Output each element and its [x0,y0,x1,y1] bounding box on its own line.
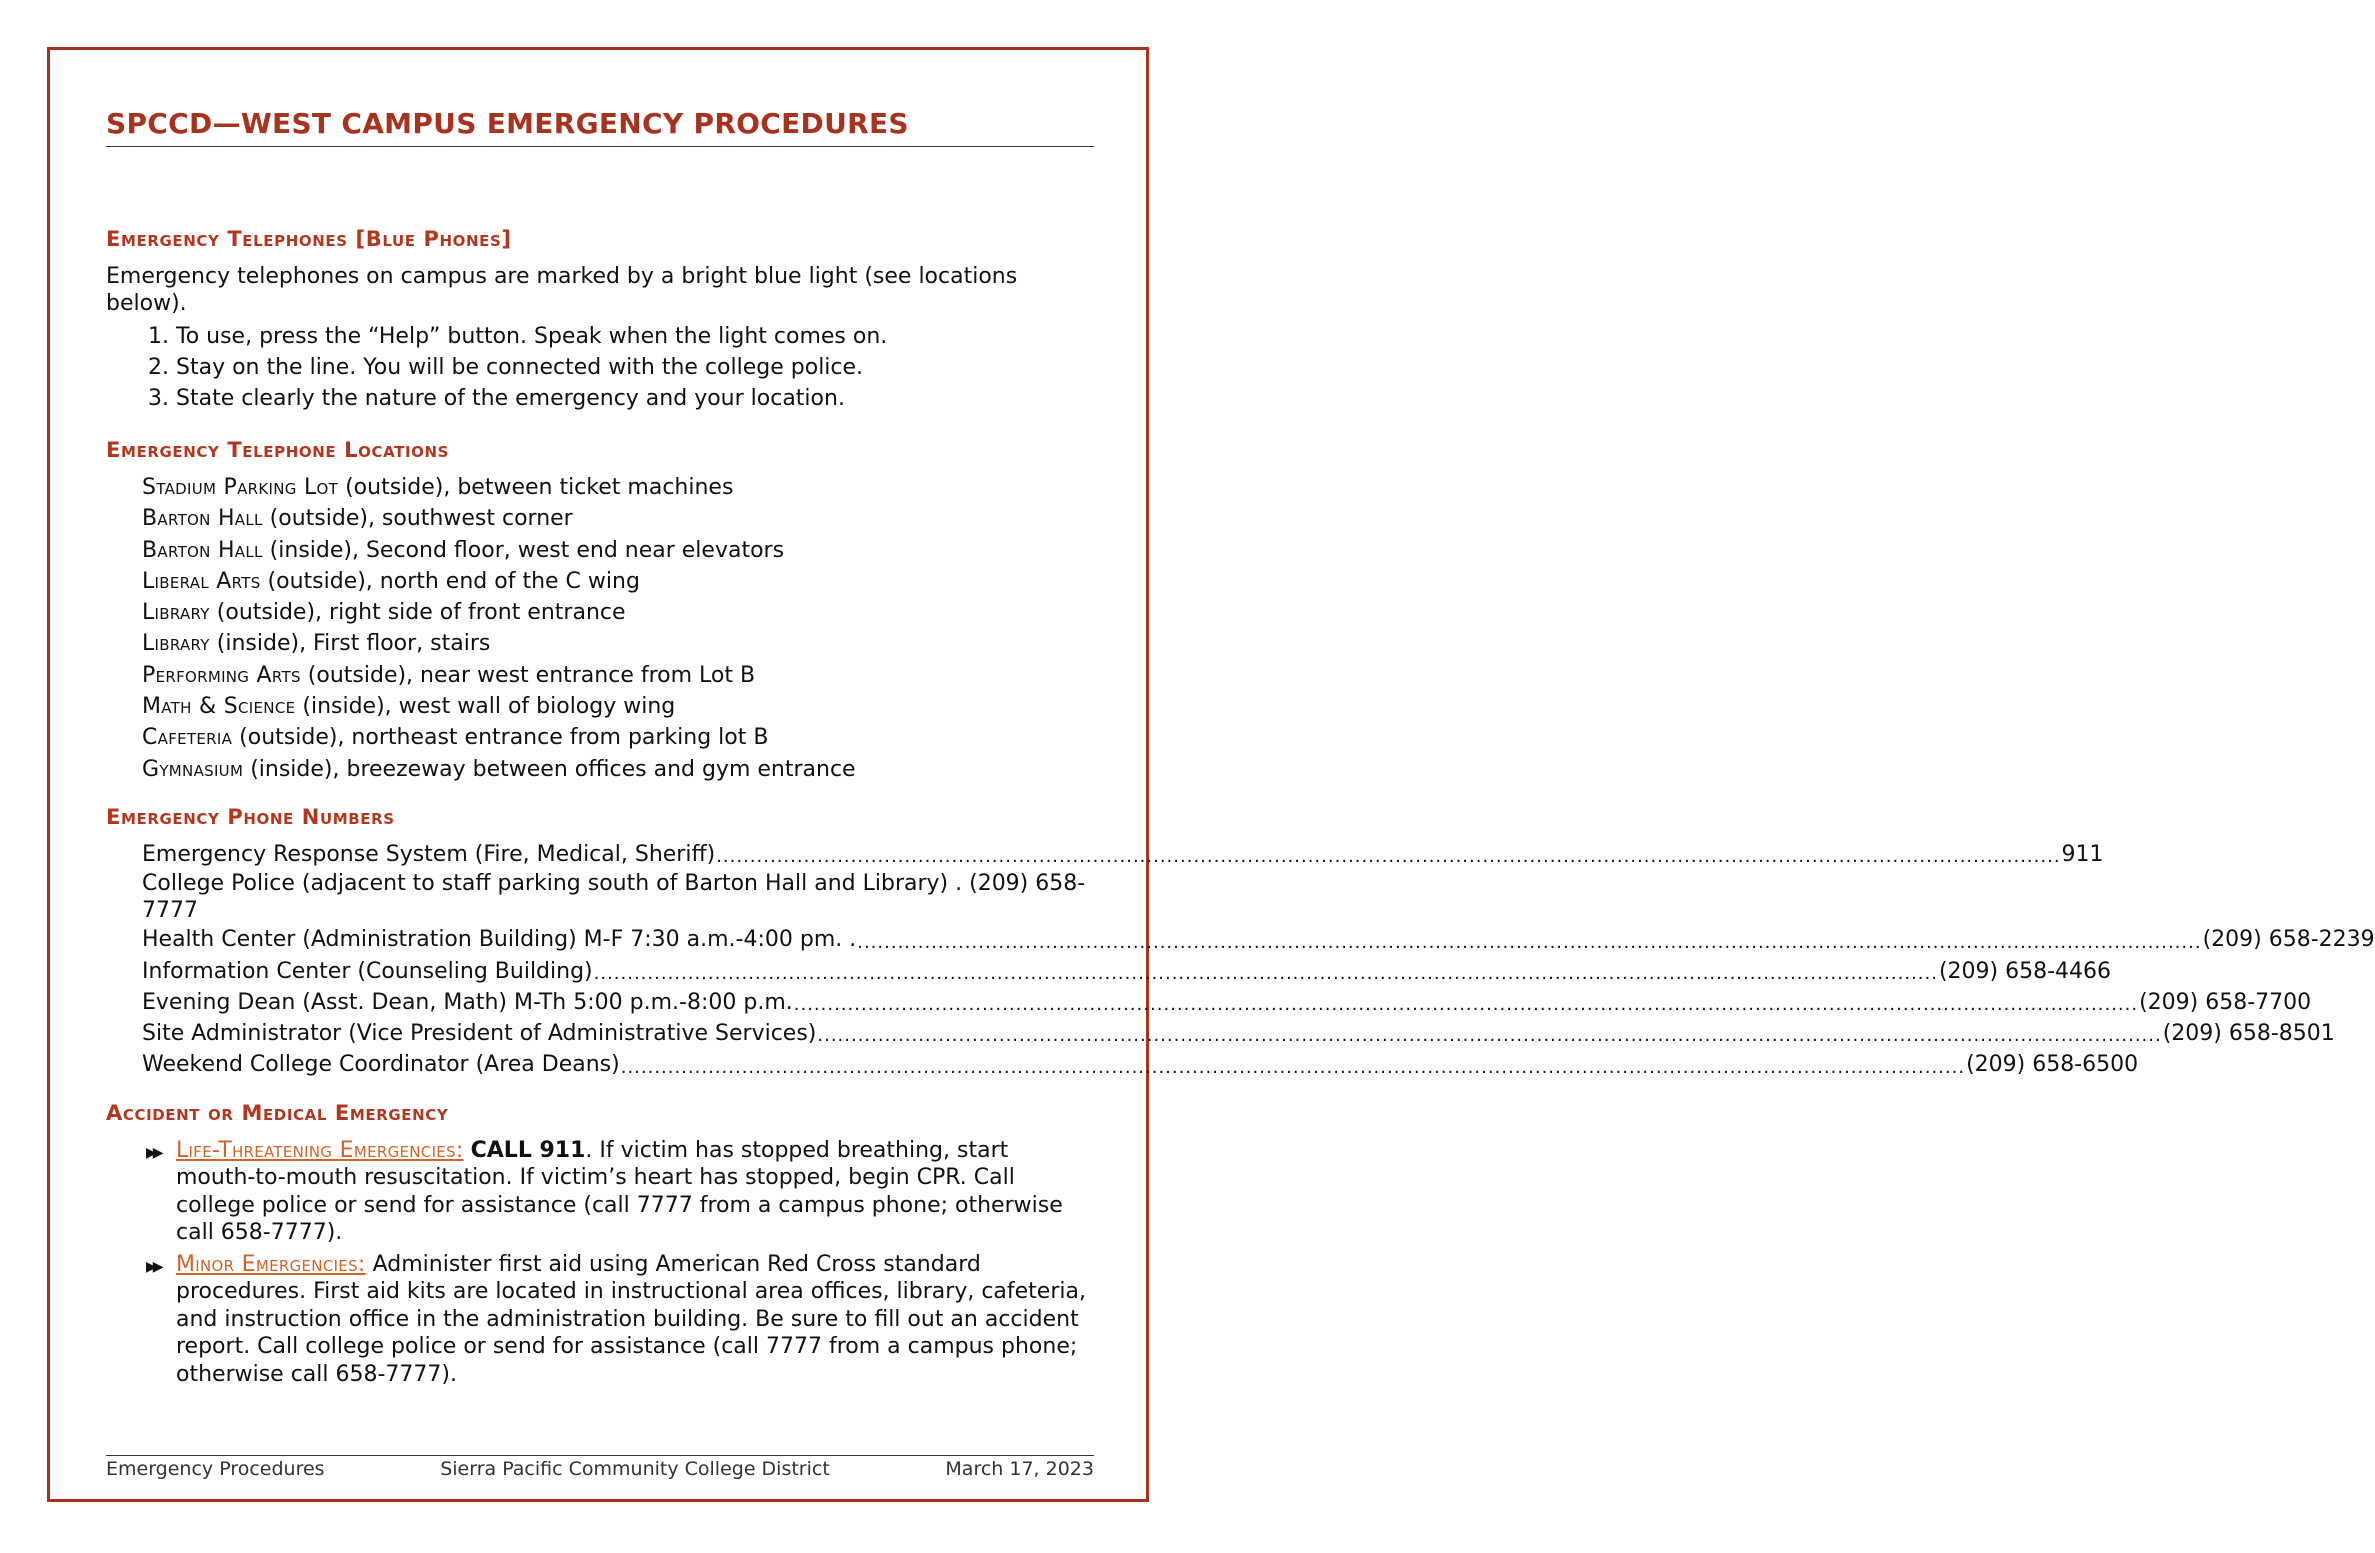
phone-label: Weekend College Coordinator (Area Deans) [142,1052,620,1078]
location-building: Gymnasium [142,756,244,782]
phone-label: Information Center (Counseling Building) [142,958,593,984]
location-building: Library [142,631,210,657]
phone-number: (209) 658-8501 [2162,1021,2335,1047]
footer-right: March 17, 2023 [945,1458,1094,1480]
step-item: 2. Stay on the line. You will be connected with the college police. [176,352,1094,383]
phone-row [142,870,1094,924]
page-title: SPCCD—WEST CAMPUS EMERGENCY PROCEDURES [106,106,1094,147]
location-item [142,535,1094,566]
location-building: Cafeteria [142,725,233,751]
accident-lead: Minor Emergencies: [176,1251,366,1277]
phone-row [142,1018,2335,1049]
accident-list [106,1137,1094,1389]
location-detail: (inside), Second floor, west end near elevators [262,537,785,563]
phone-row [142,839,2104,870]
location-building: Math & Science [142,694,296,720]
location-building: Stadium Parking Lot [142,475,339,500]
location-detail: (outside), north end of the C wing [260,568,640,594]
location-item [142,566,1094,597]
location-item [142,691,1094,722]
location-item [142,754,1094,785]
location-item [142,628,1094,659]
footer-center: Sierra Pacific Community College District [440,1458,830,1480]
location-detail: (outside), northeast entrance from parking lot B [232,725,769,751]
phone-label: Health Center (Administration Building) M-F 7:30 a.m.-4:00 pm. . [142,927,857,953]
location-item [142,503,1094,534]
phone-label: College Police (adjacent to staff parking south of Barton Hall and Library) . [142,871,970,897]
dot-leader: ........................................................................................................................................................................................................ [817,1025,2162,1047]
dot-leader: ........................................................................................................................................................................................................ [793,994,2139,1016]
location-item [142,722,1094,753]
location-building: Library [142,600,210,626]
location-detail: (outside), southwest corner [262,506,573,532]
phone-number: 911 [2061,841,2104,867]
section-heading-accident: Accident or Medical Emergency [106,1100,449,1125]
page-footer [106,1455,1094,1480]
phone-row [142,1049,2139,1080]
double-arrow-bullet-icon: ▶▶ [146,1144,160,1161]
location-item [142,597,1094,628]
phone-number-list [106,839,2375,1081]
location-building: Barton Hall [142,506,263,532]
accident-text: Administer first aid using American Red Cross standard procedures. First aid kits are located in instructional area offices, library, cafeteria, and instruction office in the administration building. Be sure to fill out an accident report. Call college police or send for assistance (call 7777 from a campus phone; otherwise call 658-7777). [176,1251,1086,1387]
telephones-intro: Emergency telephones on campus are marked by a bright blue light (see locations below). [106,264,1018,316]
phone-label: Emergency Response System (Fire, Medical, Sheriff) [142,841,716,867]
phone-label: Site Administrator (Vice President of Administrative Services) [142,1021,817,1047]
phone-row [142,956,2112,987]
section-heading-telephones: Emergency Telephones [Blue Phones] [106,227,512,251]
dot-leader: ........................................................................................................................................................................................................ [620,1056,1966,1078]
location-item [142,660,1094,691]
location-detail: (inside), breezeway between offices and gym entrance [243,756,856,782]
call-911-text: CALL 911 [470,1137,586,1163]
location-detail: (inside), First floor, stairs [209,631,491,657]
dot-leader: ........................................................................................................................................................................................................ [716,846,2061,868]
accident-item [142,1137,1094,1247]
accident-item [142,1251,1094,1389]
dot-leader: ........................................................................................................................................................................................................ [593,962,1938,984]
location-building: Barton Hall [142,537,263,563]
location-detail: (outside), right side of front entrance [209,600,626,626]
accident-lead: Life-Threatening Emergencies: [176,1137,464,1163]
phone-row [142,987,2312,1018]
double-arrow-bullet-icon: ▶▶ [146,1258,160,1275]
location-detail: (outside), between ticket machines [338,475,734,500]
phone-number: (209) 658-6500 [1966,1052,2139,1078]
step-item: 1. To use, press the “Help” button. Speak when the light comes on. [176,321,1094,352]
location-list [106,472,1094,785]
phone-label: Evening Dean (Asst. Dean, Math) M-Th 5:00 p.m.-8:00 p.m. [142,989,793,1015]
step-item: 3. State clearly the nature of the emergency and your location. [176,383,1094,414]
document-content [106,106,2375,1392]
section-heading-phone-numbers: Emergency Phone Numbers [106,804,395,829]
location-detail: (inside), west wall of biology wing [295,694,676,720]
phone-row [142,924,2375,955]
phone-number: (209) 658-2239 [2202,927,2375,953]
phone-number: (209) 658-4466 [1938,958,2112,984]
section-heading-locations: Emergency Telephone Locations [106,438,450,462]
footer-left: Emergency Procedures [106,1458,325,1480]
location-building: Liberal Arts [142,568,261,594]
phone-number: (209) 658-7700 [2139,989,2312,1015]
location-detail: (outside), near west entrance from Lot B [300,662,756,688]
telephone-steps [106,321,1094,414]
location-building: Performing Arts [142,662,301,688]
accident-text: . If victim has stopped breathing, start mouth-to-mouth resuscitation. If victim’s heart has stopped, begin CPR. Call college police or send for assistance (call 7777 from a campus phone; otherwise call 658-7777). [176,1137,1063,1246]
phone-number: (209) 658-7777 [142,871,1086,924]
dot-leader: ........................................................................................................................................................................................................ [857,931,2202,953]
location-item [142,472,1094,503]
